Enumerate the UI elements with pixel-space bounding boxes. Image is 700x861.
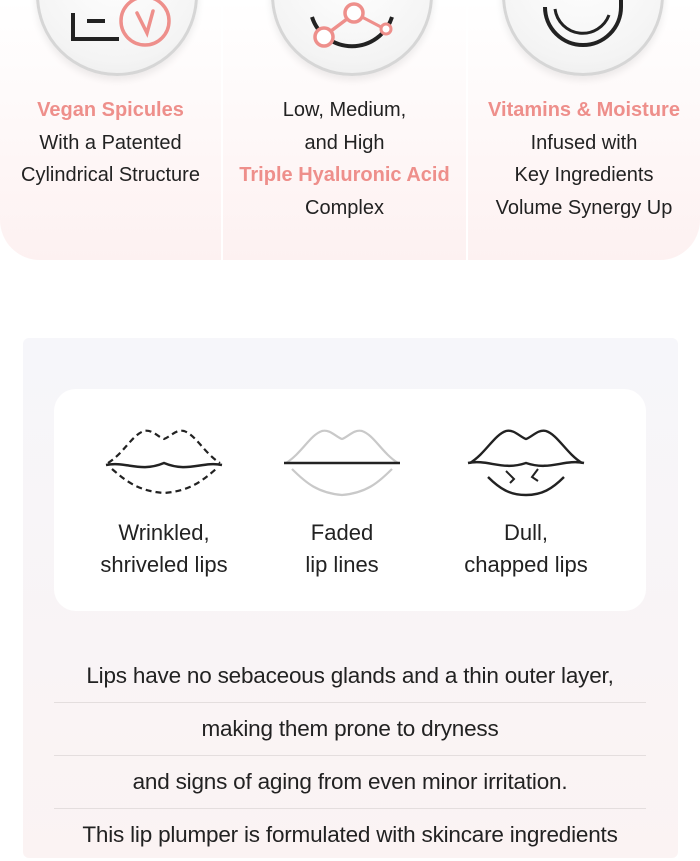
feature-hyaluronic-acid (223, 0, 466, 260)
lip-caption-line: shriveled lips (100, 552, 228, 577)
lip-caption (242, 517, 442, 581)
lip-concern-chapped (426, 389, 626, 611)
lip-caption-line: Wrinkled, (118, 520, 210, 545)
feature-highlight: Triple Hyaluronic Acid (239, 164, 450, 186)
faded-lips-icon (282, 425, 402, 505)
feature-line: and High (304, 131, 385, 154)
description-line: Lips have no sebaceous glands and a thin outer layer, (54, 650, 646, 703)
feature-text (0, 94, 221, 192)
feature-line: With a Patented (39, 131, 182, 154)
feature-text (468, 94, 700, 224)
lip-concern-wrinkled (64, 389, 264, 611)
description-line: This lip plumper is formulated with skincare ingredients (82, 822, 618, 847)
molecule-icon (274, 0, 430, 73)
feature-line: Complex (305, 196, 384, 219)
feature-highlight: Vegan Spicules (37, 99, 184, 121)
description-line: making them prone to dryness (54, 703, 646, 756)
feature-text (223, 94, 466, 224)
feature-highlight: Vitamins & Moisture (488, 99, 680, 121)
feature-circle (502, 0, 664, 76)
lip-concern-faded (242, 389, 442, 611)
lip-caption-line: lip lines (305, 552, 379, 577)
moisture-drop-icon (505, 0, 661, 73)
chapped-lips-icon (466, 425, 586, 505)
feature-line: Infused with (530, 131, 638, 154)
feature-vegan-spicules (0, 0, 221, 260)
wrinkled-lips-icon (104, 425, 224, 505)
feature-circle (36, 0, 198, 76)
feature-line: Key Ingredients (514, 164, 654, 186)
feature-circle (271, 0, 433, 76)
lip-caption-line: Dull, (503, 520, 548, 545)
feature-line: Volume Synergy Up (495, 196, 673, 219)
spicule-document-icon (39, 0, 195, 73)
lip-caption-line: chapped lips (464, 552, 588, 577)
feature-vitamins-moisture (468, 0, 700, 260)
description-line: and signs of aging from even minor irritation. (54, 756, 646, 809)
feature-line: Low, Medium, (282, 99, 407, 121)
lip-caption-line: Faded (310, 520, 374, 545)
description-list (54, 650, 646, 861)
lip-caption (64, 517, 264, 581)
lip-concerns-card (54, 389, 646, 611)
feature-line: Cylindrical Structure (21, 164, 200, 186)
feature-band (0, 0, 700, 260)
lip-caption (426, 517, 626, 581)
